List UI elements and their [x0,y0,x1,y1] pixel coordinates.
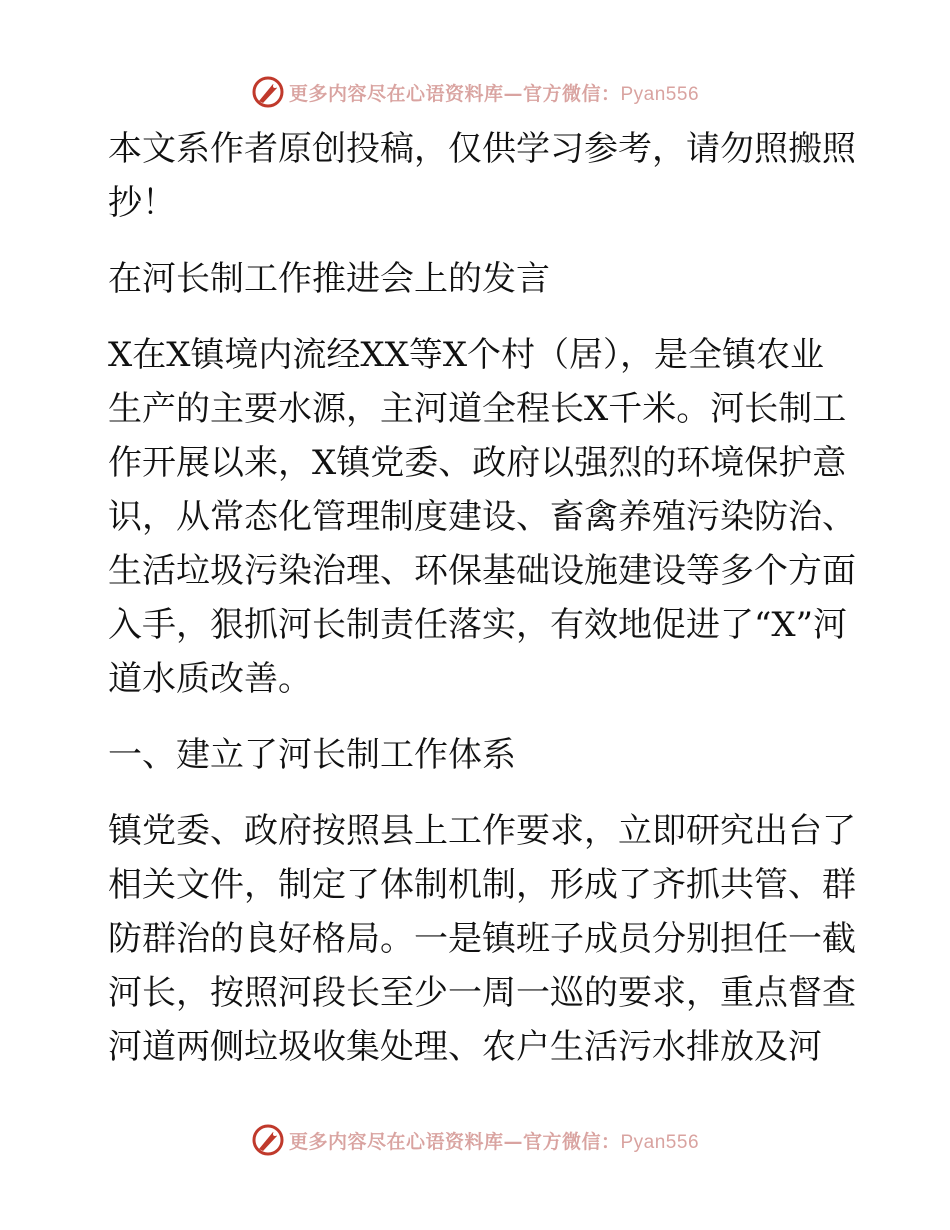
document-body [96,122,856,1074]
copyright-notice: 本文系作者原创投稿，仅供学习参考，请勿照搬照抄！ [108,129,856,223]
section-heading: 一、建立了河长制工作体系 [108,735,516,775]
pen-logo-icon [251,75,285,109]
pen-logo-icon [251,1123,285,1157]
section-paragraph: 镇党委、政府按照县上工作要求，立即研究出台了相关文件，制定了体制机制，形成了齐抓共管、群防群治的良好格局。一是镇班子成员分别担任一截河长，按照河段长至少一周一巡的要求，重点督查河道两侧垃圾收集处理、农户生活污水排放及河 [108,811,856,1067]
footer-banner [0,1120,950,1160]
header-banner [0,72,950,112]
document-title: 在河长制工作推进会上的发言 [108,259,550,299]
header-wechat-id: Pyan556 [620,83,700,105]
intro-paragraph: X在X镇境内流经XX等X个村（居），是全镇农业生产的主要水源，主河道全程长X千米。河长制工作开展以来，X镇党委、政府以强烈的环境保护意识，从常态化管理制度建设、畜禽养殖污染防治、生活垃圾污染治理、环保基础设施建设等多个方面入手，狠抓河长制责任落实，有效地促进了“X”河道水质改善。 [108,335,856,699]
footer-banner-text: 更多内容尽在心语资料库—官方微信：Pyan556 [288,1130,700,1153]
header-banner-text: 更多内容尽在心语资料库—官方微信：Pyan556 [288,82,700,105]
footer-wechat-id: Pyan556 [620,1131,700,1153]
